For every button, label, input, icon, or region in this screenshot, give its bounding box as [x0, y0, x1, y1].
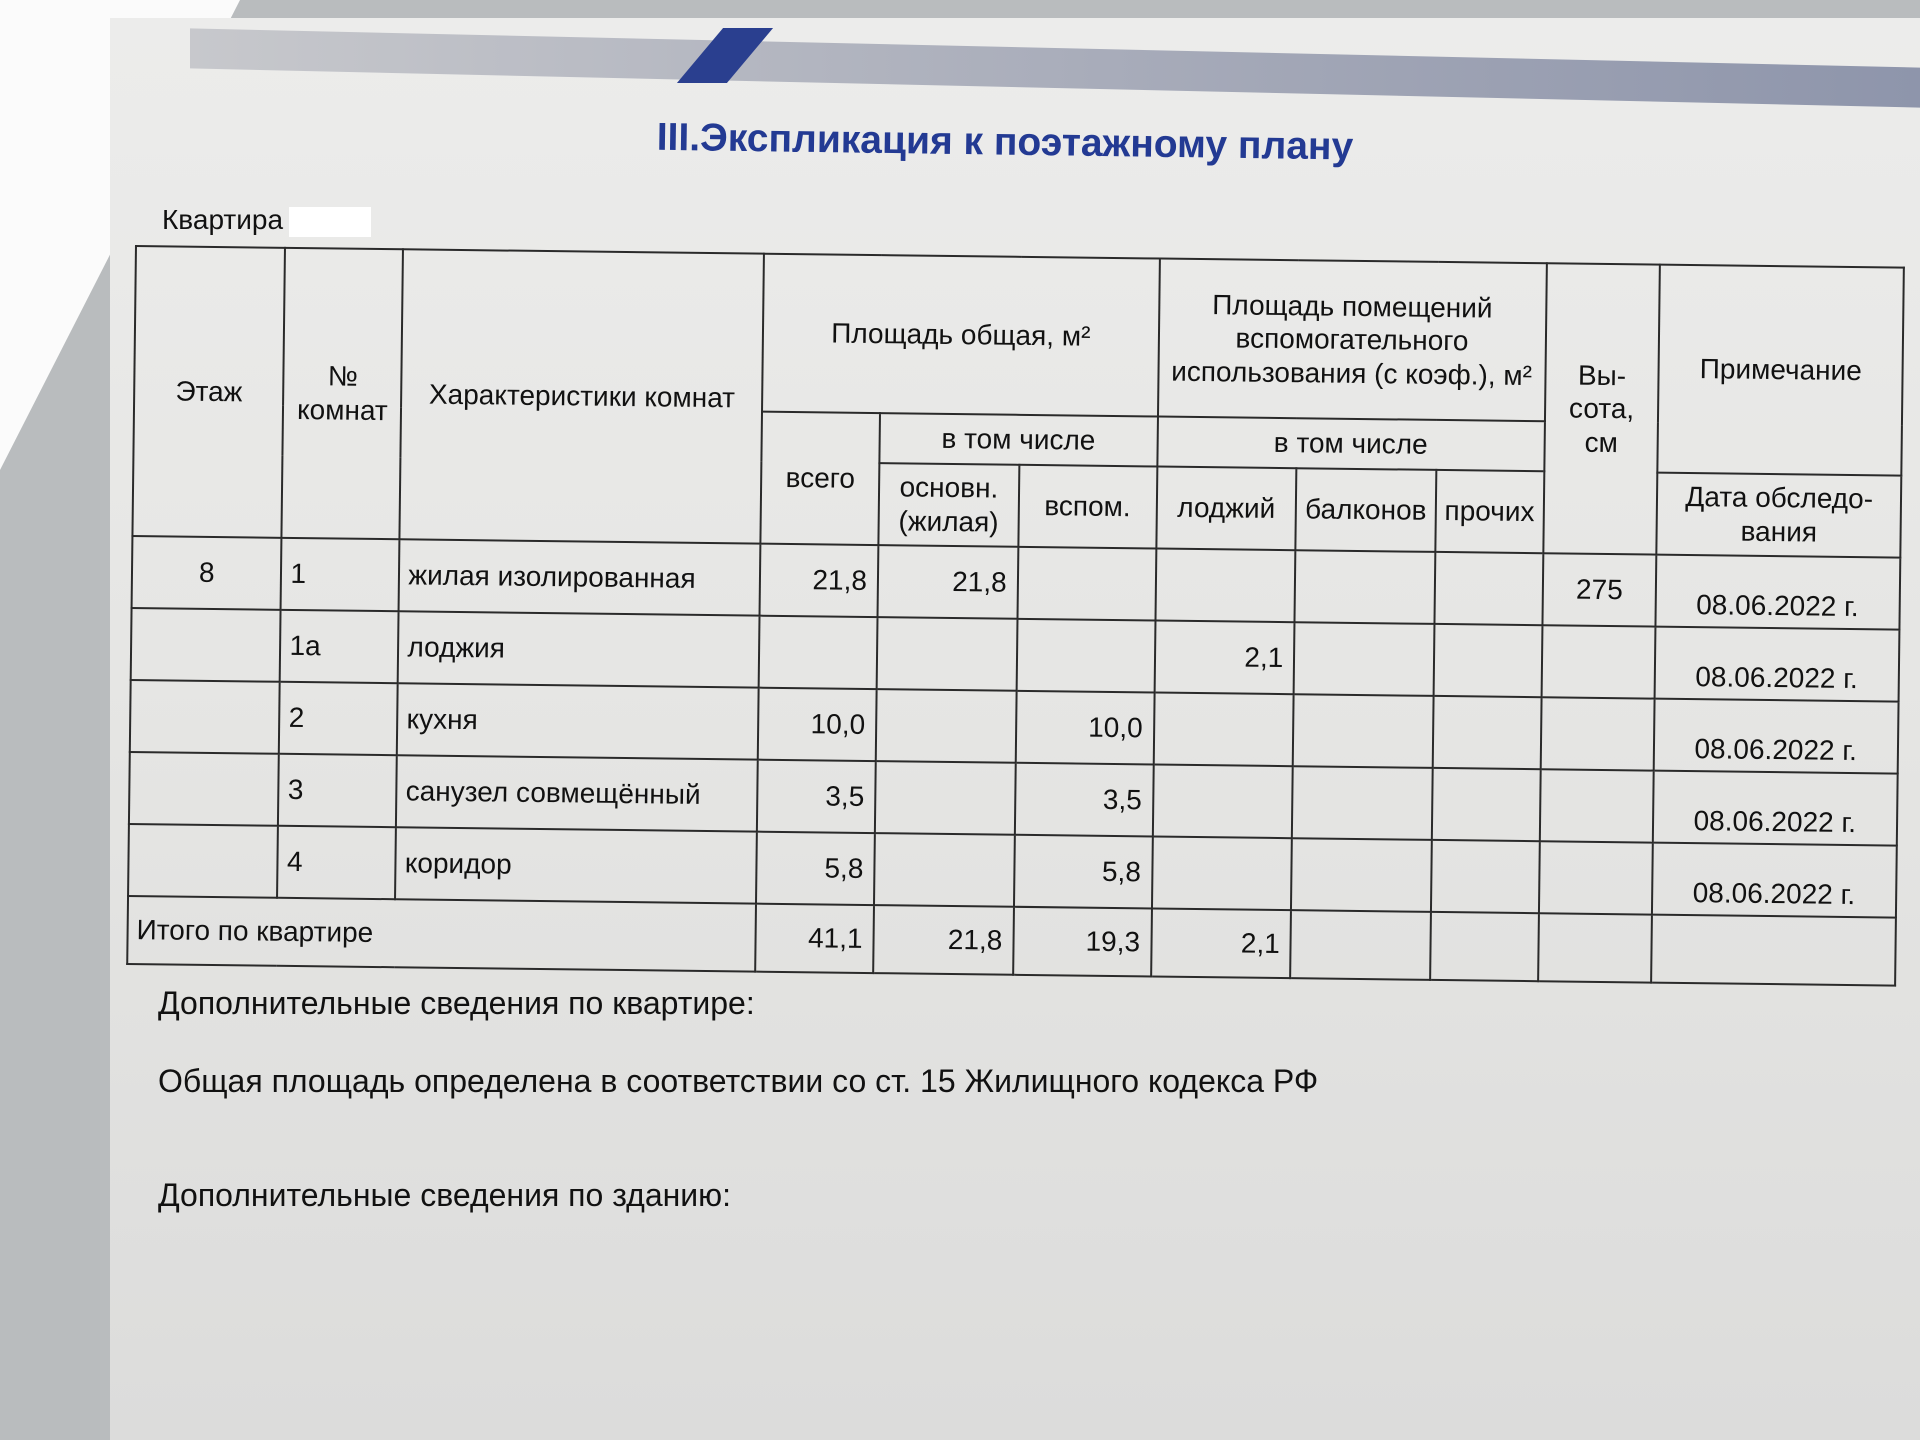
cell-other: [1431, 768, 1540, 841]
cell-main: 21,8: [877, 545, 1018, 619]
header-total: всего: [761, 412, 880, 545]
cell-other: [1433, 624, 1542, 697]
cell-main: [877, 617, 1018, 691]
cell-aux: [1017, 547, 1156, 621]
cell-name: жилая изолированная: [399, 539, 761, 615]
cell-room: 2: [279, 682, 398, 755]
explication-table: [126, 245, 1905, 987]
cell-floor: 8: [132, 536, 282, 610]
cell-aux: 5,8: [1014, 835, 1153, 909]
cell-other: [1434, 552, 1543, 625]
cell-aux: [1016, 619, 1155, 693]
header-auxiliary: вспом.: [1018, 465, 1157, 549]
totals-label: Итого по квартире: [127, 896, 756, 972]
cell-loggia: [1153, 692, 1294, 766]
cell-room: 1: [281, 538, 400, 611]
header-aux-area: Площадь помещений вспомогательного использования (с коэф.), м²: [1157, 259, 1546, 422]
cell-height: 275: [1542, 553, 1657, 626]
cell-date: 08.06.2022 г.: [1653, 771, 1897, 846]
cell-loggia: 2,1: [1154, 620, 1295, 694]
cell-other: [1432, 696, 1541, 769]
building-info-heading: Дополнительные сведения по зданию:: [158, 1177, 732, 1213]
header-stripe: [190, 28, 1920, 107]
cell-loggia: [1152, 764, 1293, 838]
cell-name: кухня: [397, 683, 759, 759]
cell-height: [1539, 769, 1654, 842]
cell-total: 21,8: [760, 544, 879, 617]
cell-room: 3: [278, 754, 397, 827]
cell-room: 1а: [280, 610, 399, 683]
cell-loggia: [1151, 836, 1292, 910]
header-including: в том числе: [879, 413, 1157, 466]
header-note: Примечание: [1658, 265, 1904, 476]
document-title: III.Экспликация к поэтажному плану: [656, 115, 1354, 169]
cell-loggia: [1155, 548, 1296, 622]
cell-total: [759, 616, 878, 689]
cell-name: коридор: [395, 827, 757, 903]
cell-height: [1539, 841, 1654, 914]
cell-total: 10,0: [758, 688, 877, 761]
cell-date: 08.06.2022 г.: [1652, 843, 1896, 918]
cell-total: 3,5: [757, 760, 876, 833]
cell-height: [1541, 625, 1656, 698]
cell-room: 4: [277, 826, 396, 899]
header-balconies: балконов: [1296, 468, 1436, 552]
cell-balcony: [1295, 550, 1435, 624]
cell-aux: 3,5: [1015, 763, 1154, 837]
totals-total: 41,1: [755, 904, 874, 973]
totals-date: [1651, 915, 1895, 986]
explication-table-wrapper: [126, 245, 1905, 987]
apartment-label-block: [162, 204, 371, 237]
cell-floor: [129, 752, 279, 826]
cell-name: лоджия: [398, 611, 760, 687]
cell-date: 08.06.2022 г.: [1655, 627, 1899, 702]
header-main-living: основн. (жилая): [878, 463, 1019, 547]
cell-aux: 10,0: [1016, 691, 1155, 765]
totals-aux: 19,3: [1013, 907, 1152, 977]
header-characteristics: Характеристики комнат: [400, 249, 764, 543]
cell-balcony: [1293, 694, 1433, 768]
header-including-2: в том числе: [1157, 417, 1545, 472]
cell-main: [875, 761, 1016, 835]
cell-floor: [131, 608, 281, 682]
totals-main: 21,8: [873, 905, 1014, 975]
area-note: Общая площадь определена в соответствии со ст. 15 Жилищного кодекса РФ: [158, 1063, 1319, 1099]
cell-main: [876, 689, 1017, 763]
cell-height: [1540, 697, 1655, 770]
cell-balcony: [1292, 766, 1432, 840]
apartment-info-heading: Дополнительные сведения по квартире:: [158, 985, 755, 1021]
cell-floor: [128, 824, 278, 898]
header-room-no: № комнат: [282, 248, 403, 539]
cell-balcony: [1294, 622, 1434, 696]
totals-height: [1538, 913, 1653, 982]
header-loggias: лоджий: [1156, 467, 1297, 551]
cell-balcony: [1291, 838, 1431, 912]
cell-main: [874, 833, 1015, 907]
cell-total: 5,8: [756, 832, 875, 905]
cell-date: 08.06.2022 г.: [1654, 699, 1898, 774]
cell-date: 08.06.2022 г.: [1656, 555, 1900, 630]
totals-loggia: 2,1: [1151, 908, 1292, 978]
redacted-number: [289, 207, 371, 237]
cell-floor: [130, 680, 280, 754]
totals-other: [1430, 912, 1539, 981]
header-survey-date: Дата обследо-вания: [1657, 473, 1902, 558]
totals-balcony: [1290, 910, 1430, 980]
cell-name: санузел совмещённый: [396, 755, 758, 831]
header-height: Вы-сота, см: [1543, 263, 1660, 554]
header-other: прочих: [1435, 470, 1544, 553]
apartment-label: Квартира: [162, 204, 284, 235]
header-total-area: Площадь общая, м²: [762, 254, 1159, 417]
cell-other: [1431, 840, 1540, 913]
header-floor: Этаж: [132, 246, 285, 538]
